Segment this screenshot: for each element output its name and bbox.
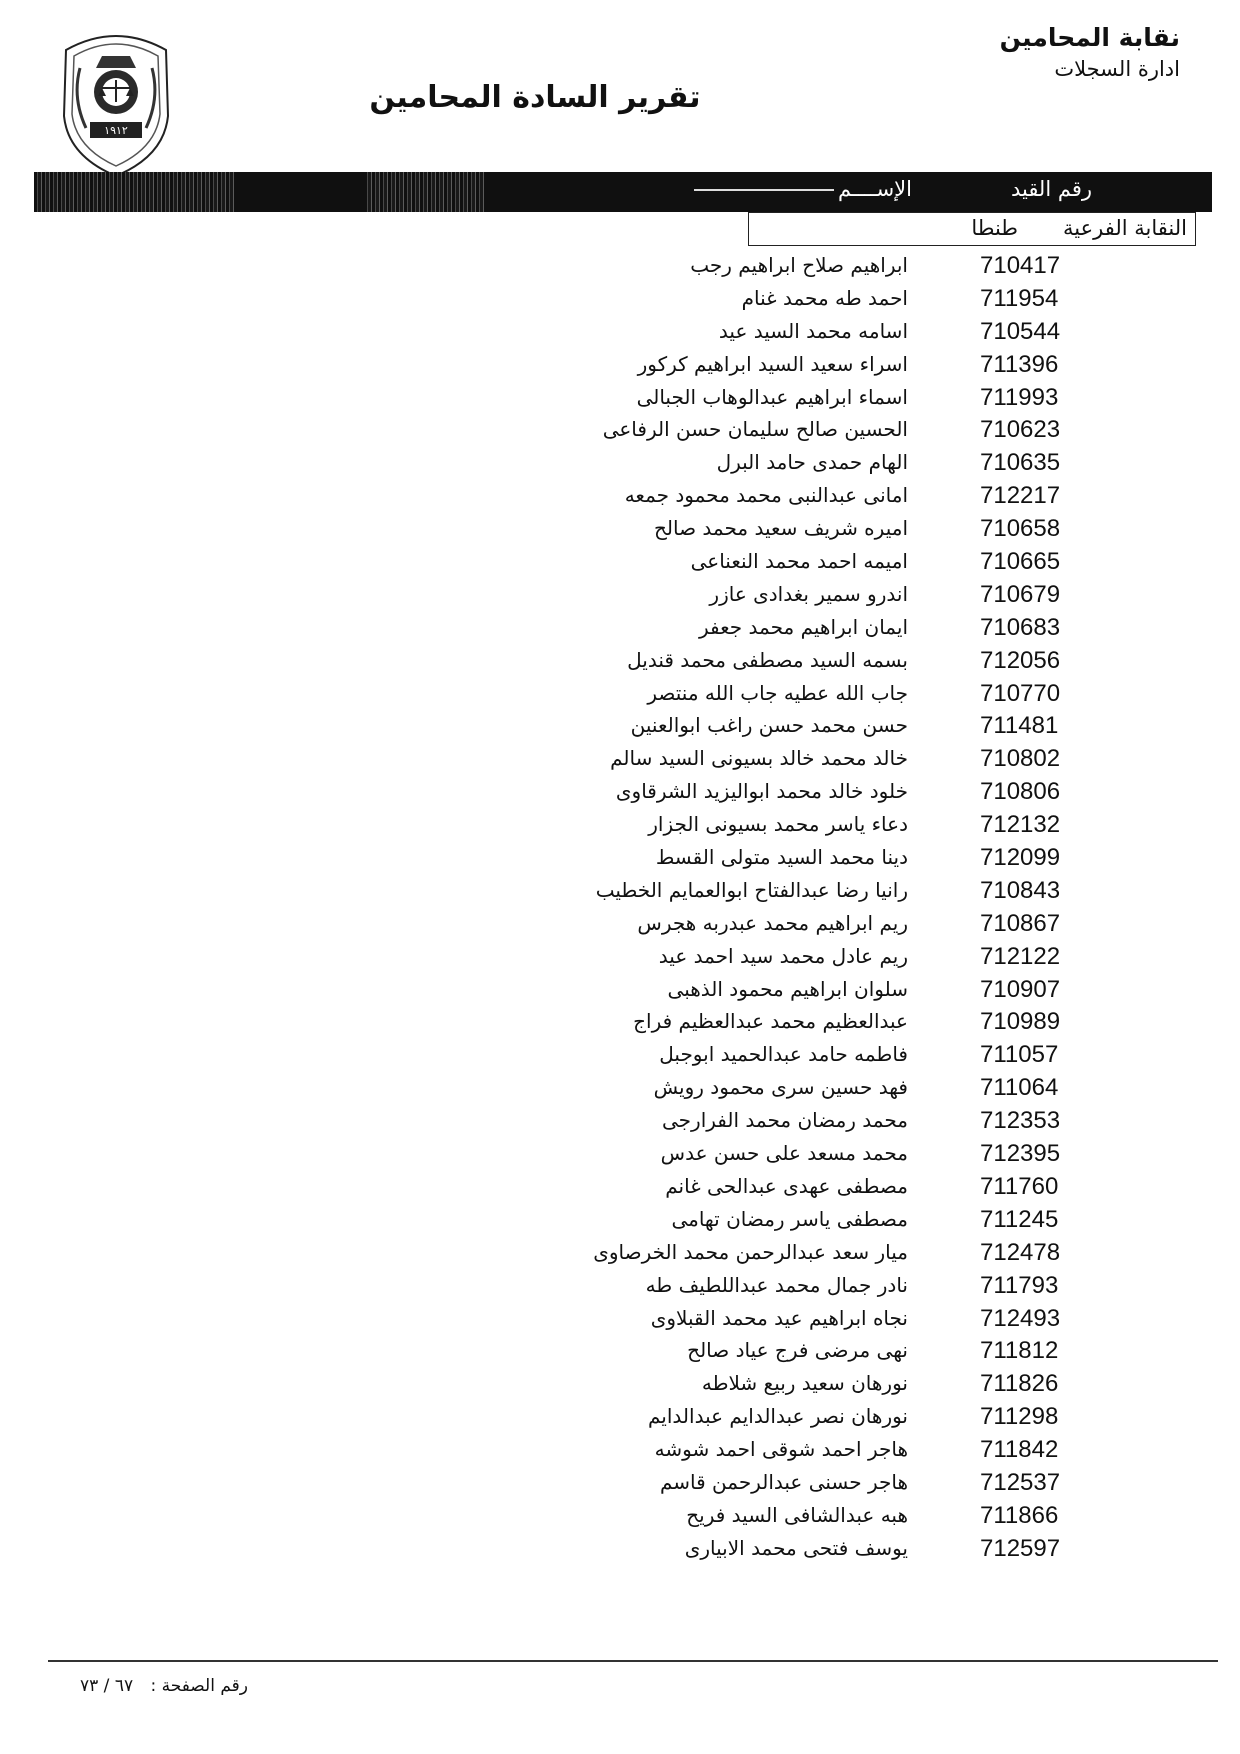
table-row: [0, 546, 1240, 579]
lawyer-name: سلوان ابراهيم محمود الذهبى: [667, 976, 908, 1001]
registration-number: 712537: [980, 1468, 1061, 1496]
registration-number: 712099: [980, 844, 1061, 872]
lawyer-name: محمد مسعد على حسن عدس: [660, 1141, 908, 1166]
page-number-current: ٦٧: [114, 1676, 134, 1696]
lawyer-name: ابراهيم صلاح ابراهيم رجب: [690, 253, 908, 277]
registration-number: 711826: [980, 1370, 1059, 1398]
table-row: [0, 1039, 1240, 1072]
table-row: [0, 809, 1240, 842]
lawyer-name: نورهان نصر عبدالدايم عبدالدايم: [648, 1404, 908, 1429]
lawyer-name: خلود خالد محمد ابواليزيد الشرقاوى: [615, 779, 908, 804]
organization-header: [1000, 22, 1180, 84]
lawyer-name: فهد حسين سرى محمود رويش: [653, 1075, 908, 1100]
registration-number: 710635: [980, 449, 1061, 477]
page-number-total: ٧٣: [80, 1676, 99, 1696]
table-row: [0, 678, 1240, 711]
table-row: [0, 1105, 1240, 1138]
lawyer-name: رانيا رضا عبدالفتاح ابوالعمايم الخطيب: [595, 877, 908, 902]
registration-number: 712217: [980, 482, 1061, 510]
registration-number: 710679: [980, 580, 1061, 608]
table-row: [0, 1006, 1240, 1039]
lawyer-name: دعاء ياسر محمد بسيونى الجزار: [648, 812, 908, 837]
registration-number: 710867: [980, 909, 1061, 937]
page-title-wrap: [0, 80, 1240, 115]
registration-number: 711812: [980, 1337, 1059, 1365]
lawyer-name: نادر جمال محمد عبداللطيف طه: [645, 1272, 908, 1297]
table-row: [0, 1401, 1240, 1434]
lawyer-name: اسراء سعيد السيد ابراهيم كركور: [637, 351, 908, 376]
department-name: ادارة السجلات: [1054, 57, 1180, 81]
table-row: [0, 1237, 1240, 1270]
registration-number: 711245: [980, 1205, 1059, 1233]
table-row: [0, 250, 1240, 283]
scan-noise: [34, 172, 234, 212]
registration-number: 712122: [980, 942, 1061, 970]
table-row: [0, 1368, 1240, 1401]
table-row: [0, 1533, 1240, 1566]
registration-number: 711760: [980, 1172, 1059, 1200]
table-row: [0, 1500, 1240, 1533]
lawyer-name: امانى عبدالنبى محمد محمود جمعه: [624, 483, 908, 508]
table-row: [0, 908, 1240, 941]
lawyer-name: ريم ابراهيم محمد عبدربه هجرس: [637, 910, 908, 935]
lawyer-name: خالد محمد خالد بسيونى السيد سالم: [610, 746, 908, 771]
lawyer-name: هبه عبدالشافى السيد فريح: [686, 1502, 908, 1527]
lawyer-name: اندرو سمير بغدادى عازر: [709, 581, 908, 606]
table-row: [0, 645, 1240, 678]
lawyer-name: احمد طه محمد غنام: [741, 285, 908, 310]
table-row: [0, 1270, 1240, 1303]
lawyer-name: هاجر حسنى عبدالرحمن قاسم: [659, 1469, 908, 1494]
lawyer-name: نجاه ابراهيم عيد محمد القبلاوى: [650, 1305, 908, 1330]
lawyer-name: نورهان سعيد ربيع شلاطه: [701, 1371, 908, 1396]
table-row: [0, 349, 1240, 382]
registration-number: 710770: [980, 679, 1061, 707]
table-row: [0, 941, 1240, 974]
bar-association-seal-icon: [52, 28, 180, 178]
table-row: [0, 480, 1240, 513]
lawyer-name: نهى مرضى فرج عياد صالح: [687, 1338, 908, 1363]
lawyer-name: مصطفى عهدى عبدالحى غانم: [665, 1173, 908, 1198]
footer-divider: [48, 1660, 1218, 1662]
scan-noise: [364, 172, 484, 212]
branch-filter-value: طنطا: [748, 212, 1026, 246]
table-row: [0, 1303, 1240, 1336]
page-number-label: رقم الصفحة :: [150, 1676, 249, 1696]
lawyer-name: عبدالعظيم محمد عبدالعظيم فراج: [633, 1009, 908, 1034]
lawyer-name: ايمان ابراهيم محمد جعفر: [699, 614, 908, 639]
registration-number: 712353: [980, 1107, 1061, 1135]
branch-filter-label: النقابة الفرعية: [1025, 212, 1196, 246]
lawyer-name: اميره شريف سعيد محمد صالح: [653, 516, 908, 541]
registration-number: 711396: [980, 350, 1059, 378]
table-row: [0, 283, 1240, 316]
lawyer-name: الحسين صالح سليمان حسن الرفاعى: [602, 417, 908, 442]
lawyers-list: [0, 250, 1240, 1566]
table-row: [0, 513, 1240, 546]
registration-number: 710683: [980, 613, 1061, 641]
table-row: [0, 842, 1240, 875]
lawyer-name: الهام حمدى حامد البرل: [716, 450, 908, 475]
registration-number: 710843: [980, 876, 1061, 904]
registration-number: 711057: [980, 1041, 1059, 1069]
registration-number: 710907: [980, 975, 1061, 1003]
table-row: [0, 743, 1240, 776]
registration-number: 711954: [980, 284, 1059, 312]
registration-number: 710417: [980, 252, 1061, 279]
lawyer-name: ميار سعد عبدالرحمن محمد الخرصاوى: [593, 1239, 908, 1264]
registration-number: 712132: [980, 811, 1061, 839]
table-row: [0, 382, 1240, 415]
table-row: [0, 1171, 1240, 1204]
seal-year: ١٩١٢: [104, 124, 128, 137]
registration-number: 710623: [980, 416, 1061, 444]
table-row: [0, 414, 1240, 447]
table-row: [0, 447, 1240, 480]
table-row: [0, 1072, 1240, 1105]
table-row: [0, 1138, 1240, 1171]
page-number-separator: /: [103, 1676, 110, 1696]
registration-number: 712395: [980, 1140, 1061, 1168]
registration-number: 711481: [980, 712, 1059, 740]
registration-number: 711064: [980, 1074, 1059, 1102]
column-header-registration: رقم القيد: [1010, 177, 1092, 201]
registration-number: 711793: [980, 1271, 1059, 1299]
organization-name: نقابة المحامين: [999, 23, 1180, 52]
table-row: [0, 776, 1240, 809]
table-row: [0, 1467, 1240, 1500]
lawyer-name: اسماء ابراهيم عبدالوهاب الجبالى: [636, 384, 908, 409]
registration-number: 712597: [980, 1534, 1061, 1562]
table-row: [0, 316, 1240, 349]
table-row: [0, 875, 1240, 908]
registration-number: 711866: [980, 1501, 1059, 1529]
table-row: [0, 612, 1240, 645]
table-row: [0, 974, 1240, 1007]
lawyer-name: اسامه محمد السيد عيد: [718, 318, 908, 343]
page-number: [80, 1676, 248, 1696]
registration-number: 710544: [980, 317, 1061, 345]
lawyer-name: فاطمه حامد عبدالحميد ابوجبل: [659, 1042, 908, 1067]
table-row: [0, 1434, 1240, 1467]
registration-number: 710989: [980, 1008, 1061, 1036]
lawyer-name: ريم عادل محمد سيد احمد عيد: [658, 943, 908, 968]
lawyer-name: مصطفى ياسر رمضان تهامى: [671, 1206, 908, 1231]
registration-number: 711842: [980, 1436, 1059, 1464]
registration-number: 711993: [980, 383, 1059, 411]
lawyer-name: دينا محمد السيد متولى القسط: [655, 845, 908, 870]
registration-number: 710665: [980, 548, 1061, 576]
table-row: [0, 710, 1240, 743]
table-row: [0, 1335, 1240, 1368]
lawyer-name: جاب الله عطيه جاب الله منتصر: [647, 680, 908, 705]
lawyer-name: اميمه احمد محمد النعناعى: [690, 549, 908, 574]
registration-number: 712493: [980, 1304, 1061, 1332]
lawyer-name: هاجر احمد شوقى احمد شوشه: [654, 1437, 908, 1462]
registration-number: 712056: [980, 646, 1061, 674]
table-header-bar: [34, 172, 1212, 212]
table-row: [0, 579, 1240, 612]
registration-number: 710802: [980, 745, 1061, 773]
lawyer-name: بسمه السيد مصطفى محمد قنديل: [627, 647, 908, 672]
registration-number: 710658: [980, 515, 1061, 543]
registration-number: 712478: [980, 1238, 1061, 1266]
lawyer-name: يوسف فتحى محمد الابيارى: [684, 1535, 908, 1560]
page-title: تقرير السادة المحامين: [369, 80, 701, 115]
table-row: [0, 1204, 1240, 1237]
registration-number: 711298: [980, 1403, 1059, 1431]
registration-number: 710806: [980, 778, 1061, 806]
column-header-name: الإســــم: [694, 177, 912, 201]
lawyer-name: محمد رمضان محمد الفرارجى: [662, 1108, 908, 1133]
lawyer-name: حسن محمد حسن راغب ابوالعنين: [630, 713, 908, 738]
